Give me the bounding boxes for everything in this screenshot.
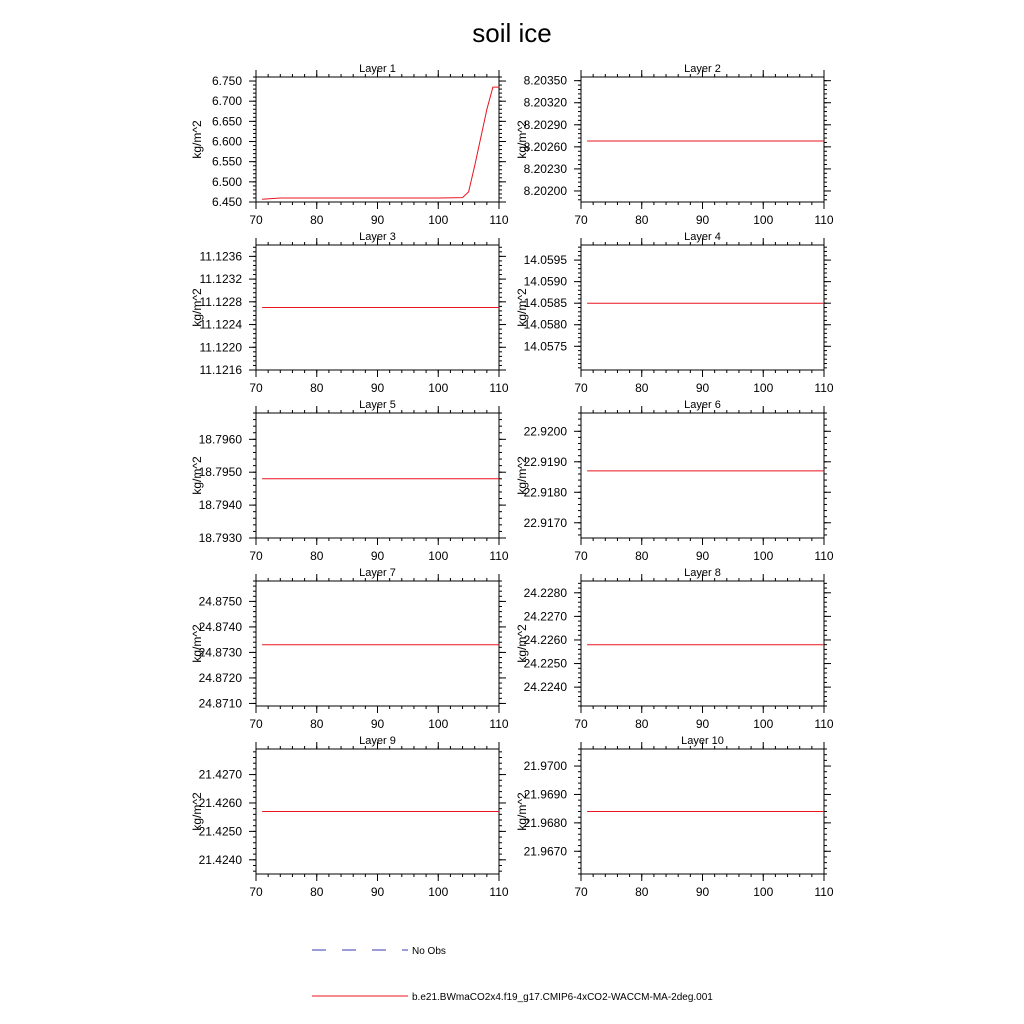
panel-layer-7: [190, 567, 509, 731]
panel-layer-10: [515, 735, 834, 899]
y-tick-label: 24.2250: [523, 656, 567, 671]
panel-title: Layer 4: [684, 231, 721, 243]
x-tick-label: 110: [489, 213, 509, 227]
y-tick-label: 11.1228: [199, 294, 242, 309]
y-axis-label: kg/m^2: [190, 120, 204, 159]
y-tick-label: 24.8750: [198, 594, 242, 609]
x-tick-label: 100: [753, 549, 774, 563]
panel-layer-4: [515, 231, 834, 395]
x-tick-label: 70: [249, 717, 263, 731]
x-tick-label: 100: [753, 717, 774, 731]
x-tick-label: 70: [574, 381, 588, 395]
x-tick-label: 90: [695, 549, 710, 563]
y-tick-label: 22.9200: [523, 424, 567, 439]
panel-title: Layer 7: [359, 567, 396, 579]
x-tick-label: 70: [249, 381, 263, 395]
panel-title: Layer 3: [359, 231, 396, 243]
y-tick-label: 21.9670: [523, 844, 567, 859]
y-tick-label: 6.650: [211, 114, 242, 129]
x-tick-label: 110: [814, 885, 834, 899]
y-tick-label: 21.4250: [198, 824, 242, 839]
x-tick-label: 70: [249, 549, 263, 563]
legend: [312, 946, 713, 1003]
y-tick-label: 18.7940: [198, 498, 242, 513]
x-tick-label: 100: [428, 717, 449, 731]
x-tick-label: 90: [370, 717, 385, 731]
panel-layer-8: [515, 567, 834, 731]
panel-title: Layer 2: [684, 63, 721, 75]
y-axis-label: kg/m^2: [190, 288, 204, 327]
y-axis-label: kg/m^2: [515, 792, 529, 831]
plot-frame: [256, 581, 499, 706]
x-tick-label: 110: [814, 717, 834, 731]
x-tick-label: 110: [814, 213, 834, 227]
plot-frame: [581, 245, 824, 370]
y-tick-label: 14.0580: [523, 317, 567, 332]
panels-container: [190, 63, 834, 899]
x-tick-label: 80: [635, 549, 649, 563]
plot-frame: [581, 413, 824, 538]
x-tick-label: 110: [489, 717, 509, 731]
panel-layer-6: [515, 399, 834, 563]
x-tick-label: 80: [310, 381, 324, 395]
y-axis-label: kg/m^2: [515, 120, 529, 159]
y-tick-label: 6.450: [211, 195, 242, 209]
y-axis-label: kg/m^2: [190, 624, 204, 663]
y-tick-label: 11.1216: [199, 363, 242, 377]
y-axis-label: kg/m^2: [515, 456, 529, 495]
y-axis-label: kg/m^2: [515, 288, 529, 327]
y-tick-label: 21.4240: [198, 852, 242, 867]
x-tick-label: 80: [310, 885, 324, 899]
x-tick-label: 80: [310, 717, 324, 731]
y-tick-label: 8.20320: [523, 95, 567, 110]
x-tick-label: 90: [695, 213, 710, 227]
plot-frame: [581, 581, 824, 706]
y-tick-label: 14.0590: [523, 274, 567, 289]
y-tick-label: 24.2270: [523, 609, 567, 624]
legend-obs-label: No Obs: [412, 946, 446, 957]
x-tick-label: 100: [428, 549, 449, 563]
plot-frame: [256, 413, 499, 538]
figure-title: soil ice: [472, 18, 552, 48]
y-tick-label: 21.9680: [523, 815, 567, 830]
legend-model-label: b.e21.BWmaCO2x4.f19_g17.CMIP6-4xCO2-WACCM-MA-2deg.001: [412, 992, 713, 1003]
y-tick-label: 8.20350: [523, 73, 567, 88]
x-tick-label: 80: [635, 717, 649, 731]
y-tick-label: 6.500: [211, 174, 242, 189]
x-tick-label: 90: [695, 717, 710, 731]
x-tick-label: 110: [489, 885, 509, 899]
panel-layer-2: [515, 63, 834, 227]
x-tick-label: 70: [249, 885, 263, 899]
y-tick-label: 21.9690: [523, 787, 567, 802]
x-tick-label: 90: [370, 213, 385, 227]
x-tick-label: 110: [814, 549, 834, 563]
y-tick-label: 6.750: [211, 74, 242, 89]
x-tick-label: 80: [635, 213, 649, 227]
x-tick-label: 90: [695, 885, 710, 899]
plot-frame: [256, 77, 499, 202]
y-tick-label: 11.1232: [199, 272, 242, 287]
y-tick-label: 8.20290: [523, 117, 567, 132]
y-tick-label: 11.1220: [199, 340, 242, 355]
panel-title: Layer 9: [359, 735, 396, 747]
panel-layer-9: [190, 735, 509, 899]
x-tick-label: 80: [310, 549, 324, 563]
x-tick-label: 70: [574, 213, 588, 227]
y-tick-label: 24.8720: [198, 670, 242, 685]
y-tick-label: 21.9700: [523, 759, 567, 774]
y-axis-label: kg/m^2: [190, 792, 204, 831]
y-tick-label: 11.1224: [199, 317, 242, 332]
y-tick-label: 18.7930: [198, 531, 242, 545]
y-tick-label: 14.0595: [523, 253, 567, 268]
x-tick-label: 90: [370, 381, 385, 395]
x-tick-label: 100: [428, 885, 449, 899]
y-tick-label: 8.20230: [523, 161, 567, 176]
y-tick-label: 22.9170: [523, 515, 567, 530]
panel-title: Layer 1: [359, 63, 396, 75]
y-tick-label: 24.8730: [198, 645, 242, 660]
panel-layer-1: [190, 63, 509, 227]
y-tick-label: 24.2280: [523, 585, 567, 600]
y-tick-label: 6.600: [211, 134, 242, 149]
y-tick-label: 21.4270: [198, 767, 242, 782]
y-tick-label: 24.8740: [198, 619, 242, 634]
x-tick-label: 90: [370, 885, 385, 899]
x-tick-label: 70: [574, 885, 588, 899]
x-tick-label: 100: [753, 213, 774, 227]
y-tick-label: 11.1236: [199, 249, 242, 264]
x-tick-label: 100: [753, 885, 774, 899]
x-tick-label: 80: [635, 885, 649, 899]
panel-layer-3: [190, 231, 509, 395]
y-axis-label: kg/m^2: [190, 456, 204, 495]
x-tick-label: 90: [370, 549, 385, 563]
x-tick-label: 80: [310, 213, 324, 227]
y-axis-label: kg/m^2: [515, 624, 529, 663]
y-tick-label: 21.4260: [198, 795, 242, 810]
y-tick-label: 6.700: [211, 94, 242, 109]
x-tick-label: 70: [249, 213, 263, 227]
x-tick-label: 90: [695, 381, 710, 395]
x-tick-label: 110: [489, 381, 509, 395]
y-tick-label: 8.20260: [523, 139, 567, 154]
x-tick-label: 80: [635, 381, 649, 395]
panel-title: Layer 5: [359, 399, 396, 411]
y-tick-label: 24.8710: [198, 696, 242, 711]
plot-frame: [581, 77, 824, 202]
x-tick-label: 70: [574, 549, 588, 563]
series-line-model: [262, 87, 499, 199]
panel-layer-5: [190, 399, 509, 563]
y-tick-label: 24.2260: [523, 632, 567, 647]
x-tick-label: 110: [814, 381, 834, 395]
x-tick-label: 100: [753, 381, 774, 395]
y-tick-label: 14.0575: [523, 339, 567, 354]
y-tick-label: 6.550: [211, 154, 242, 169]
panel-title: Layer 10: [681, 735, 724, 747]
x-tick-label: 110: [489, 549, 509, 563]
y-tick-label: 24.2240: [523, 680, 567, 695]
x-tick-label: 70: [574, 717, 588, 731]
panel-title: Layer 6: [684, 399, 721, 411]
panel-title: Layer 8: [684, 567, 721, 579]
y-tick-label: 8.20200: [523, 183, 567, 198]
y-tick-label: 18.7960: [198, 432, 242, 447]
x-tick-label: 100: [428, 213, 449, 227]
y-tick-label: 22.9180: [523, 485, 567, 500]
y-tick-label: 22.9190: [523, 454, 567, 469]
y-tick-label: 14.0585: [523, 296, 567, 311]
y-tick-label: 18.7950: [198, 465, 242, 480]
x-tick-label: 100: [428, 381, 449, 395]
